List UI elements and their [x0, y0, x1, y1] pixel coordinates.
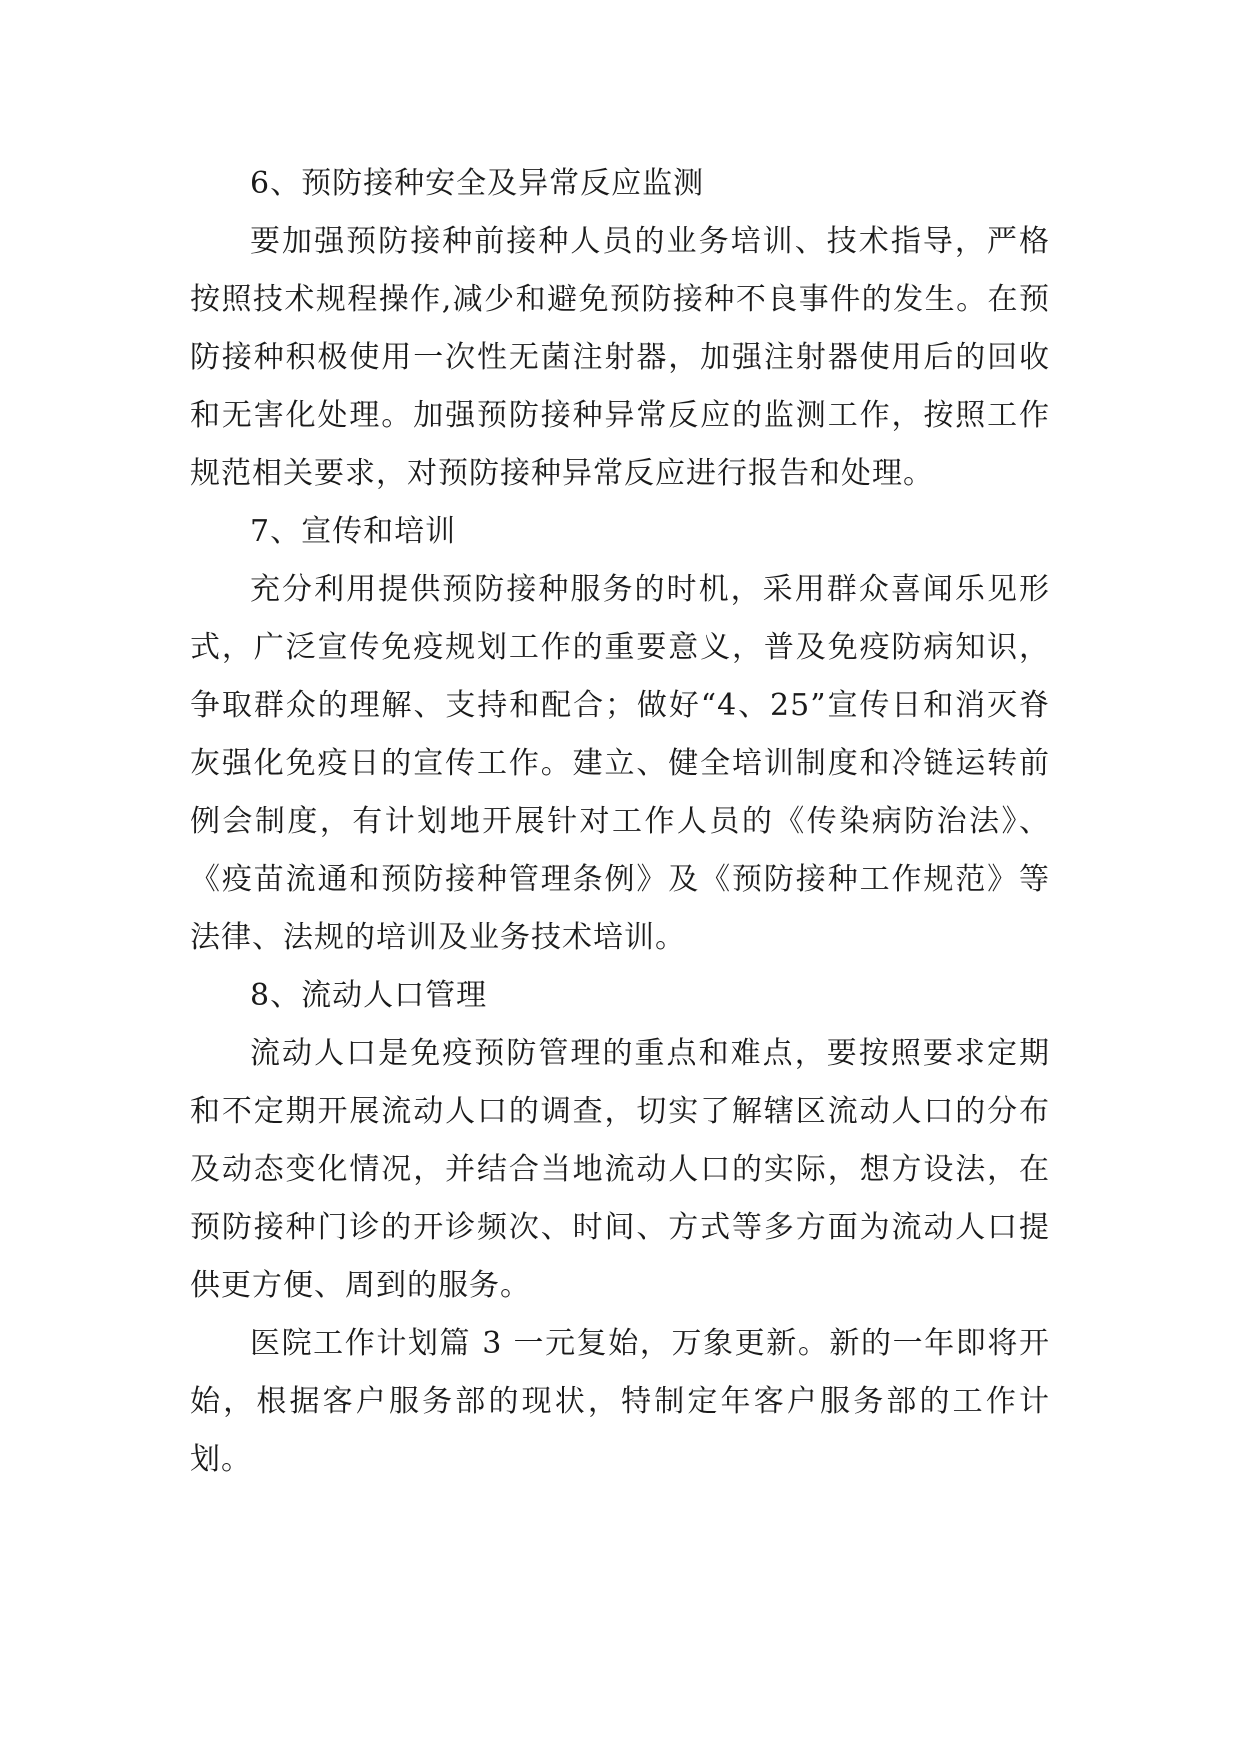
section-body-7: 充分利用提供预防接种服务的时机，采用群众喜闻乐见形式，广泛宣传免疫规划工作的重要意义，普及免疫防病知识，争取群众的理解、支持和配合；做好“4、25”宣传日和消灭脊灰强化免疫日的宣传工作。建立、健全培训制度和冷链运转前例会制度，有计划地开展针对工作人员的《传染病防治法》、《疫苗流通和预防接种管理条例》及《预防接种工作规范》等法律、法规的培训及业务技术培训。	[190, 572, 1050, 955]
section-heading-8: 8、流动人口管理	[250, 978, 488, 1013]
section-heading-6: 6、预防接种安全及异常反应监测	[250, 166, 705, 201]
document-page	[190, 155, 1050, 1489]
section-body-8: 流动人口是免疫预防管理的重点和难点，要按照要求定期和不定期开展流动人口的调查，切实了解辖区流动人口的分布及动态变化情况，并结合当地流动人口的实际，想方设法，在预防接种门诊的开诊频次、时间、方式等多方面为流动人口提供更方便、周到的服务。	[190, 1036, 1050, 1303]
section-heading-7: 7、宣传和培训	[250, 514, 457, 549]
section-body-6: 要加强预防接种前接种人员的业务培训、技术指导，严格按照技术规程操作,减少和避免预防接种不良事件的发生。在预防接种积极使用一次性无菌注射器，加强注射器使用后的回收和无害化处理。加强预防接种异常反应的监测工作，按照工作规范相关要求，对预防接种异常反应进行报告和处理。	[190, 224, 1050, 491]
closing-paragraph: 医院工作计划篇 3 一元复始，万象更新。新的一年即将开始，根据客户服务部的现状，特制定年客户服务部的工作计划。	[190, 1326, 1050, 1477]
